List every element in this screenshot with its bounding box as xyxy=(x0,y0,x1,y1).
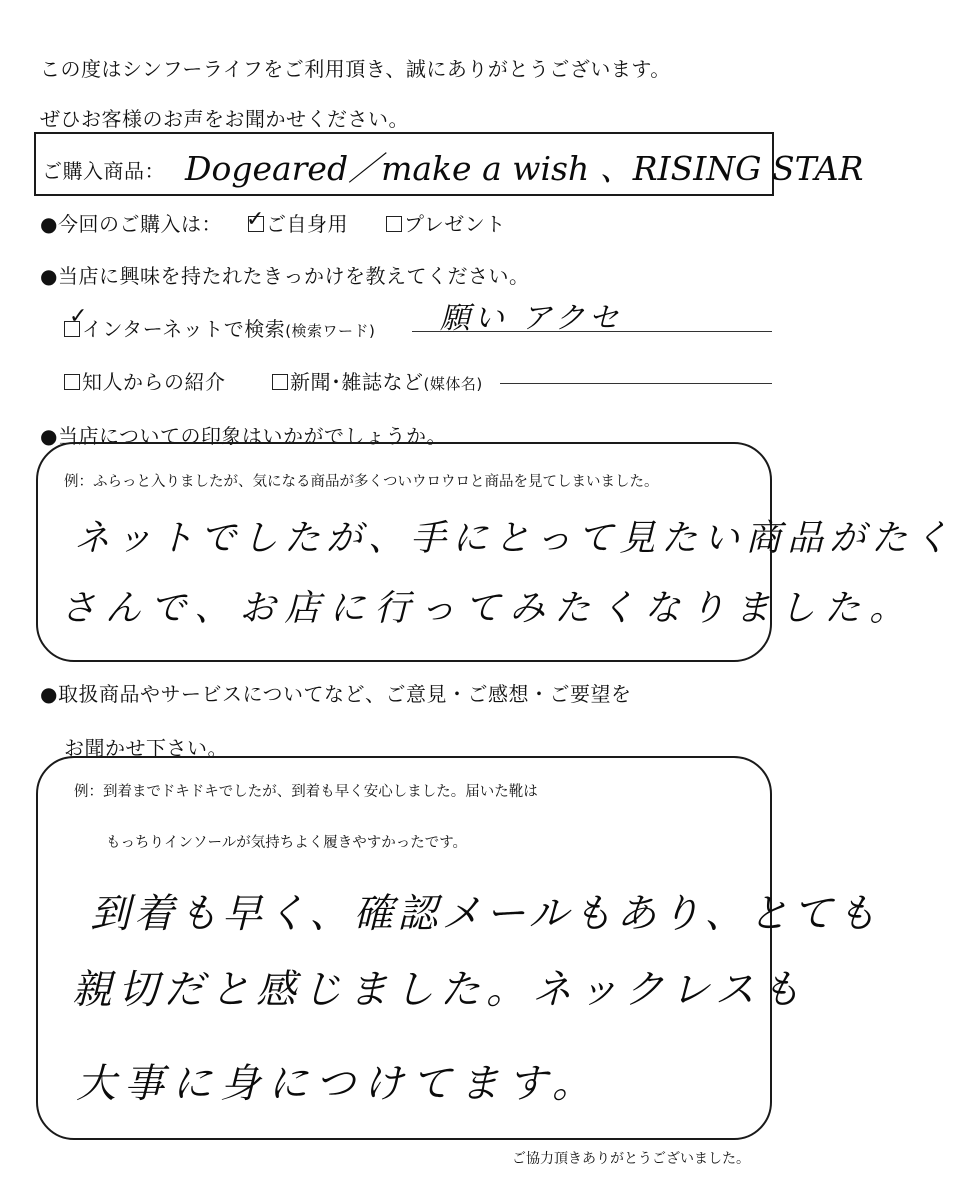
feedback-question-2: お聞かせ下さい。 xyxy=(64,736,228,760)
option-internet-label: インターネットで検索 xyxy=(82,317,286,341)
footer-thanks: ご協力頂きありがとうございました。 xyxy=(512,1151,750,1167)
purchase-option-gift[interactable] xyxy=(386,208,506,237)
feedback-handwritten-3: 大事に身につけてます。 xyxy=(76,1061,600,1107)
purchase-option-self[interactable] xyxy=(248,208,348,237)
search-word-underline xyxy=(412,331,772,332)
checkbox-internet-checked[interactable] xyxy=(64,304,88,337)
option-self-label: ご自身用 xyxy=(266,212,348,236)
feedback-handwritten-1: 到着も早く、確認メールもあり、とても xyxy=(90,891,881,937)
checkbox-gift[interactable] xyxy=(386,216,402,232)
impression-handwritten-1: ネットでしたが、手にとって見たい商品がたく xyxy=(74,518,955,559)
product-handwritten: Dogeared／make a wish 、RISING STAR xyxy=(185,149,864,188)
intro-line-2: ぜひお客様のお声をお聞かせください。 xyxy=(40,107,409,131)
trigger-option-internet[interactable] xyxy=(64,304,376,342)
impression-handwritten-2: さんで、お店に行ってみたくなりました。 xyxy=(60,588,915,629)
checkbox-acquaintance[interactable] xyxy=(64,374,80,390)
feedback-example-1: 例：到着までドキドキでしたが、到着も早く安心しました。届いた靴は xyxy=(74,784,538,800)
checkmark-icon: ✓ xyxy=(69,304,88,329)
option-media-label: 新聞･雑誌など xyxy=(290,370,424,394)
trigger-option-media[interactable] xyxy=(272,366,483,395)
media-underline xyxy=(500,383,772,384)
feedback-example-2: もっちりインソールが気持ちよく履きやすかったです。 xyxy=(106,835,468,851)
checkmark-icon: ✓ xyxy=(246,207,265,232)
impression-question: ●当店についての印象はいかがでしょうか。 xyxy=(40,424,448,448)
media-label: (媒体名) xyxy=(423,375,483,393)
feedback-handwritten-2: 親切だと感じました。ネックレスも xyxy=(72,967,807,1013)
intro-line-1: この度はシンフーライフをご利用頂き、誠にありがとうございます。 xyxy=(40,57,671,81)
product-label: ご購入商品： xyxy=(42,159,165,183)
feedback-question-1: ●取扱商品やサービスについてなど、ご意見・ご感想・ご要望を xyxy=(40,682,632,706)
impression-example: 例：ふらっと入りましたが、気になる商品が多くついウロウロと商品を見てしまいました。 xyxy=(64,474,659,490)
purchase-question: ●今回のご購入は： xyxy=(40,212,222,236)
checkbox-media[interactable] xyxy=(272,374,288,390)
option-acquaintance-label: 知人からの紹介 xyxy=(82,370,226,394)
trigger-question: ●当店に興味を持たれたきっかけを教えてください。 xyxy=(40,264,530,288)
option-gift-label: プレゼント xyxy=(404,212,506,236)
search-word-handwritten: 願い アクセ xyxy=(440,301,623,336)
checkbox-self-checked[interactable] xyxy=(246,207,265,232)
trigger-option-acquaintance[interactable] xyxy=(64,366,226,395)
search-word-label: (検索ワード) xyxy=(285,322,376,340)
